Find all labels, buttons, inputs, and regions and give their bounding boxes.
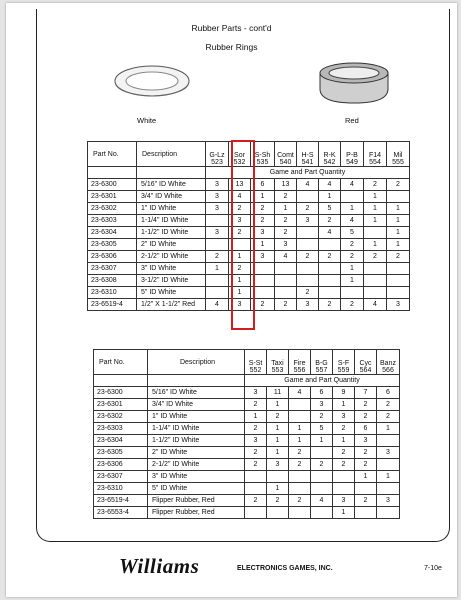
description-cell: 1" ID White	[148, 411, 245, 423]
table-row	[94, 471, 400, 483]
description-cell: 2" ID White	[137, 239, 206, 251]
quantity-cell	[311, 471, 333, 483]
quantity-cell	[364, 287, 387, 299]
quantity-cell: 2	[355, 459, 377, 471]
quantity-cell: 2	[229, 227, 251, 239]
quantity-cell: 1	[364, 191, 387, 203]
quantity-cell: 2	[245, 495, 267, 507]
quantity-cell	[206, 275, 229, 287]
quantity-cell: 4	[229, 191, 251, 203]
quantity-cell: 1	[341, 203, 364, 215]
description-cell: 2-1/2" ID White	[148, 459, 245, 471]
col-header-game: S-F 559	[333, 350, 355, 375]
quantity-cell: 2	[355, 399, 377, 411]
quantity-cell: 2	[364, 179, 387, 191]
col-header-game: Comt 540	[275, 142, 297, 167]
quantity-cell: 3	[297, 299, 319, 311]
part-number-cell: 23-6301	[88, 191, 137, 203]
part-number-cell: 23-6303	[94, 423, 148, 435]
quantity-cell: 2	[311, 459, 333, 471]
quantity-cell: 2	[355, 411, 377, 423]
col-header-game: R-K 542	[319, 142, 341, 167]
description-cell: Flipper Rubber, Red	[148, 495, 245, 507]
quantity-cell: 13	[229, 179, 251, 191]
quantity-cell: 13	[275, 179, 297, 191]
quantity-cell: 4	[319, 227, 341, 239]
quantity-cell: 2	[333, 447, 355, 459]
quantity-cell: 2	[333, 423, 355, 435]
description-cell: 1-1/2" ID White	[137, 227, 206, 239]
quantity-cell	[297, 191, 319, 203]
group-header: Game and Part Quantity	[206, 167, 410, 179]
quantity-cell: 2	[251, 215, 275, 227]
table-row	[94, 399, 400, 411]
description-cell: Flipper Rubber, Red	[148, 507, 245, 519]
table2-header-row	[94, 350, 400, 375]
quantity-cell	[289, 507, 311, 519]
quantity-cell: 2	[275, 299, 297, 311]
quantity-cell: 1	[387, 239, 410, 251]
quantity-cell: 2	[319, 215, 341, 227]
quantity-cell: 1	[319, 191, 341, 203]
quantity-cell: 9	[333, 387, 355, 399]
quantity-cell: 1	[267, 435, 289, 447]
quantity-cell: 1	[267, 447, 289, 459]
part-number-cell: 23-6307	[88, 263, 137, 275]
red-ring-label: Red	[345, 116, 359, 125]
sor-column-highlight	[231, 140, 255, 330]
table-row	[94, 387, 400, 399]
quantity-cell: 2	[206, 251, 229, 263]
quantity-cell: 2	[297, 251, 319, 263]
col-header-game: Banz 566	[377, 350, 400, 375]
quantity-cell	[355, 483, 377, 495]
quantity-cell	[297, 239, 319, 251]
table-row	[94, 483, 400, 495]
quantity-cell: 1	[387, 227, 410, 239]
col-header-part-no: Part No.	[94, 350, 148, 375]
quantity-cell: 2	[245, 459, 267, 471]
quantity-cell: 4	[297, 179, 319, 191]
quantity-cell: 2	[341, 251, 364, 263]
quantity-cell: 2	[297, 203, 319, 215]
part-number-cell: 23-6305	[94, 447, 148, 459]
table-row	[94, 411, 400, 423]
quantity-cell: 1	[341, 275, 364, 287]
quantity-cell	[275, 275, 297, 287]
col-header-game: S-Sh 535	[251, 142, 275, 167]
quantity-cell: 2	[275, 215, 297, 227]
quantity-cell: 2	[251, 299, 275, 311]
quantity-cell: 2	[275, 227, 297, 239]
col-header-game: S-St 552	[245, 350, 267, 375]
page-number: 7-10e	[424, 565, 442, 572]
quantity-cell: 3	[251, 227, 275, 239]
col-header-game: Cyc 564	[355, 350, 377, 375]
part-number-cell: 23-6306	[88, 251, 137, 263]
description-cell: 2-1/2" ID White	[137, 251, 206, 263]
quantity-cell	[341, 287, 364, 299]
quantity-cell	[377, 459, 400, 471]
quantity-cell	[206, 239, 229, 251]
part-number-cell: 23-6302	[94, 411, 148, 423]
col-header-game: P-B 549	[341, 142, 364, 167]
quantity-cell: 1	[333, 435, 355, 447]
quantity-cell	[319, 239, 341, 251]
quantity-cell: 1	[364, 203, 387, 215]
quantity-cell: 2	[387, 251, 410, 263]
quantity-cell	[245, 483, 267, 495]
quantity-cell: 3	[206, 227, 229, 239]
quantity-cell	[289, 483, 311, 495]
part-number-cell: 23-6307	[94, 471, 148, 483]
quantity-cell	[275, 263, 297, 275]
quantity-cell	[319, 275, 341, 287]
description-cell: 1-1/4" ID White	[137, 215, 206, 227]
description-cell: 5/16" ID White	[137, 179, 206, 191]
quantity-cell: 3	[245, 435, 267, 447]
quantity-cell	[267, 507, 289, 519]
part-number-cell: 23-6300	[94, 387, 148, 399]
quantity-cell: 2	[245, 399, 267, 411]
quantity-cell	[245, 471, 267, 483]
quantity-cell: 11	[267, 387, 289, 399]
quantity-cell	[387, 275, 410, 287]
part-number-cell: 23-6302	[88, 203, 137, 215]
quantity-cell	[364, 275, 387, 287]
red-ring-image	[314, 59, 394, 111]
description-cell: 1" ID White	[137, 203, 206, 215]
quantity-cell	[289, 411, 311, 423]
manual-page	[6, 3, 457, 597]
quantity-cell	[377, 507, 400, 519]
quantity-cell: 3	[333, 495, 355, 507]
quantity-cell	[333, 471, 355, 483]
quantity-cell	[387, 263, 410, 275]
quantity-cell: 1	[289, 423, 311, 435]
quantity-cell: 1	[206, 263, 229, 275]
quantity-cell	[333, 483, 355, 495]
quantity-cell	[267, 471, 289, 483]
quantity-cell: 2	[289, 495, 311, 507]
quantity-cell: 2	[387, 179, 410, 191]
quantity-cell: 1	[229, 275, 251, 287]
quantity-cell: 1	[251, 239, 275, 251]
quantity-cell: 3	[206, 179, 229, 191]
quantity-cell: 3	[251, 251, 275, 263]
part-number-cell: 23-6553-4	[94, 507, 148, 519]
quantity-cell: 1	[229, 287, 251, 299]
description-cell: 2" ID White	[148, 447, 245, 459]
quantity-cell	[311, 483, 333, 495]
quantity-cell: 1	[387, 203, 410, 215]
quantity-cell: 5	[341, 227, 364, 239]
quantity-cell	[245, 507, 267, 519]
section-subtitle: Rubber Rings	[205, 42, 258, 52]
quantity-cell: 2	[289, 459, 311, 471]
col-header-game: H-S 541	[297, 142, 319, 167]
quantity-cell: 2	[297, 287, 319, 299]
quantity-cell: 3	[311, 399, 333, 411]
quantity-cell	[377, 483, 400, 495]
quantity-cell	[289, 471, 311, 483]
quantity-cell: 1	[364, 215, 387, 227]
quantity-cell: 2	[251, 203, 275, 215]
table-row	[94, 507, 400, 519]
part-number-cell: 23-6305	[88, 239, 137, 251]
quantity-cell	[297, 227, 319, 239]
parts-table-2	[93, 349, 400, 519]
page-title: Rubber Parts - cont'd	[191, 23, 272, 33]
description-cell: 1/2" X 1-1/2" Red	[137, 299, 206, 311]
quantity-cell	[355, 507, 377, 519]
quantity-cell: 1	[289, 435, 311, 447]
table-row	[94, 459, 400, 471]
quantity-cell: 2	[311, 411, 333, 423]
quantity-cell: 6	[311, 387, 333, 399]
description-cell: 3" ID White	[148, 471, 245, 483]
quantity-cell	[387, 287, 410, 299]
table2-group-row	[94, 375, 400, 387]
quantity-cell: 2	[341, 299, 364, 311]
table-row	[94, 435, 400, 447]
quantity-cell: 6	[355, 423, 377, 435]
quantity-cell	[387, 191, 410, 203]
quantity-cell: 2	[355, 495, 377, 507]
quantity-cell: 3	[275, 239, 297, 251]
quantity-cell	[297, 263, 319, 275]
quantity-cell: 2	[245, 423, 267, 435]
description-cell: 5/16" ID White	[148, 387, 245, 399]
description-cell: 5" ID White	[148, 483, 245, 495]
part-number-cell: 23-6519-4	[94, 495, 148, 507]
description-cell: 3/4" ID White	[137, 191, 206, 203]
quantity-cell: 3	[377, 495, 400, 507]
table-row	[94, 447, 400, 459]
quantity-cell: 2	[364, 251, 387, 263]
quantity-cell: 4	[364, 299, 387, 311]
part-number-cell: 23-6304	[94, 435, 148, 447]
quantity-cell	[341, 191, 364, 203]
quantity-cell: 1	[355, 471, 377, 483]
quantity-cell: 4	[275, 251, 297, 263]
quantity-cell: 3	[355, 435, 377, 447]
quantity-cell: 2	[377, 399, 400, 411]
quantity-cell: 2	[267, 411, 289, 423]
quantity-cell: 4	[206, 299, 229, 311]
description-cell: 1-1/2" ID White	[148, 435, 245, 447]
quantity-cell: 1	[267, 423, 289, 435]
description-cell: 3-1/2" ID White	[137, 275, 206, 287]
quantity-cell: 1	[251, 191, 275, 203]
quantity-cell: 1	[333, 507, 355, 519]
part-number-cell: 23-6306	[94, 459, 148, 471]
quantity-cell	[319, 263, 341, 275]
col-header-game: Sor 532	[229, 142, 251, 167]
quantity-cell: 3	[377, 447, 400, 459]
quantity-cell: 1	[364, 239, 387, 251]
quantity-cell: 1	[333, 399, 355, 411]
company-name: ELECTRONICS GAMES, INC.	[237, 565, 333, 572]
quantity-cell	[319, 287, 341, 299]
quantity-cell	[311, 447, 333, 459]
col-header-game: Fire 556	[289, 350, 311, 375]
quantity-cell: 4	[289, 387, 311, 399]
part-number-cell: 23-6301	[94, 399, 148, 411]
part-number-cell: 23-6308	[88, 275, 137, 287]
col-header-game: Mil 555	[387, 142, 410, 167]
quantity-cell: 4	[311, 495, 333, 507]
quantity-cell: 2	[319, 299, 341, 311]
quantity-cell: 3	[245, 387, 267, 399]
quantity-cell: 2	[229, 203, 251, 215]
part-number-cell: 23-6303	[88, 215, 137, 227]
quantity-cell	[377, 435, 400, 447]
quantity-cell	[206, 287, 229, 299]
quantity-cell: 2	[333, 459, 355, 471]
quantity-cell: 2	[275, 191, 297, 203]
quantity-cell: 3	[206, 191, 229, 203]
col-header-description: Description	[148, 350, 245, 375]
quantity-cell: 1	[311, 435, 333, 447]
quantity-cell: 5	[319, 203, 341, 215]
quantity-cell: 1	[267, 483, 289, 495]
quantity-cell: 2	[289, 447, 311, 459]
quantity-cell: 5	[311, 423, 333, 435]
quantity-cell: 1	[387, 215, 410, 227]
quantity-cell: 2	[355, 447, 377, 459]
quantity-cell: 3	[387, 299, 410, 311]
quantity-cell	[289, 399, 311, 411]
quantity-cell: 2	[267, 495, 289, 507]
quantity-cell: 2	[341, 239, 364, 251]
quantity-cell: 1	[229, 251, 251, 263]
col-header-game: B-G 557	[311, 350, 333, 375]
description-cell: 5" ID White	[137, 287, 206, 299]
col-header-game: F14 554	[364, 142, 387, 167]
quantity-cell	[364, 263, 387, 275]
table-row	[94, 495, 400, 507]
quantity-cell: 1	[267, 399, 289, 411]
quantity-cell: 1	[377, 471, 400, 483]
quantity-cell: 6	[377, 387, 400, 399]
white-ring-label: White	[137, 116, 157, 125]
quantity-cell: 4	[341, 215, 364, 227]
quantity-cell: 6	[251, 179, 275, 191]
white-ring-image	[106, 61, 198, 109]
part-number-cell: 23-6300	[88, 179, 137, 191]
quantity-cell: 1	[341, 263, 364, 275]
quantity-cell: 3	[333, 411, 355, 423]
quantity-cell: 3	[229, 215, 251, 227]
quantity-cell: 1	[275, 203, 297, 215]
quantity-cell: 2	[245, 447, 267, 459]
quantity-cell	[206, 215, 229, 227]
quantity-cell: 3	[206, 203, 229, 215]
description-cell: 3" ID White	[137, 263, 206, 275]
col-header-description: Description	[137, 142, 206, 167]
quantity-cell: 4	[319, 179, 341, 191]
group-header: Game and Part Quantity	[245, 375, 400, 387]
williams-logo: Williams	[119, 554, 200, 578]
quantity-cell: 3	[267, 459, 289, 471]
col-header-part-no: Part No.	[88, 142, 137, 167]
quantity-cell: 2	[377, 411, 400, 423]
quantity-cell: 7	[355, 387, 377, 399]
col-header-game: G-Lz 523	[206, 142, 229, 167]
part-number-cell: 23-6310	[94, 483, 148, 495]
quantity-cell: 2	[229, 263, 251, 275]
col-header-game: Taxi 553	[267, 350, 289, 375]
table-row	[94, 423, 400, 435]
quantity-cell: 2	[319, 251, 341, 263]
part-number-cell: 23-6304	[88, 227, 137, 239]
quantity-cell: 4	[341, 179, 364, 191]
quantity-cell: 1	[245, 411, 267, 423]
quantity-cell: 1	[377, 423, 400, 435]
quantity-cell: 3	[229, 299, 251, 311]
quantity-cell	[364, 227, 387, 239]
description-cell: 3/4" ID White	[148, 399, 245, 411]
description-cell: 1-1/4" ID White	[148, 423, 245, 435]
quantity-cell	[311, 507, 333, 519]
quantity-cell	[297, 275, 319, 287]
quantity-cell	[275, 287, 297, 299]
part-number-cell: 23-6519-4	[88, 299, 137, 311]
part-number-cell: 23-6310	[88, 287, 137, 299]
quantity-cell: 3	[297, 215, 319, 227]
